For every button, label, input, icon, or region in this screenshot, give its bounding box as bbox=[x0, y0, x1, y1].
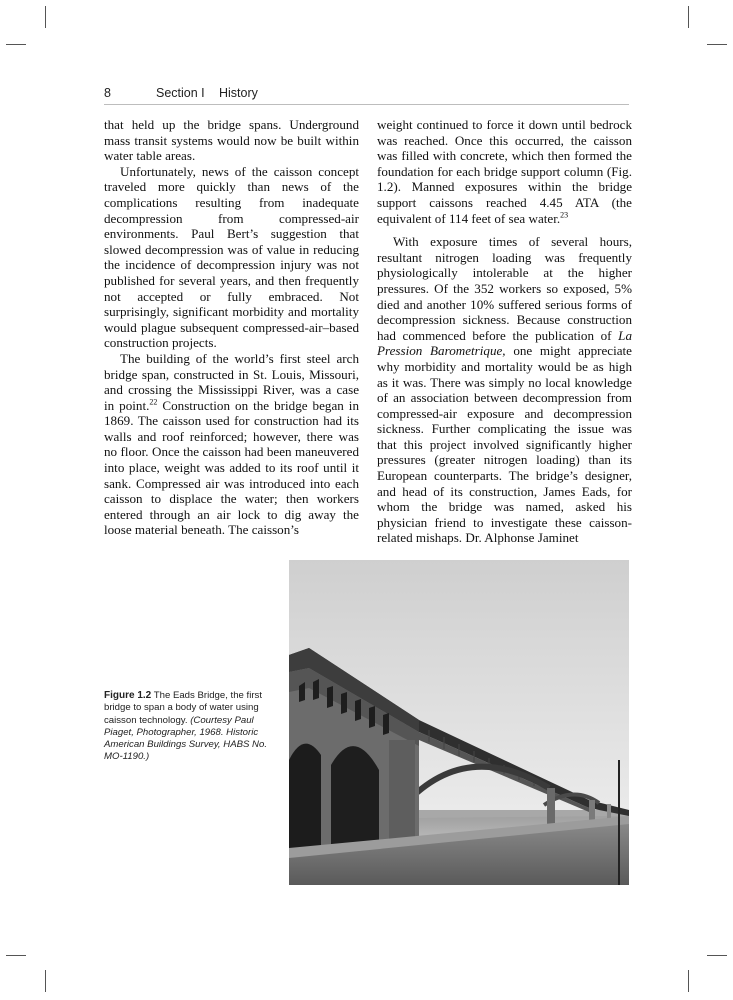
paragraph-text: weight continued to force it down until bedrock was reached. Once this occurred, the caisson was filled with concrete, which then formed the foundation for each bridge support column (Fig. 1.2). Manned exposures within the bridge support caissons reached 4.45 ATA (the equivalent of 114 feet of sea water. bbox=[377, 117, 632, 226]
caption-credit: (Courtesy Paul Piaget, Photographer, 1968. Historic American Buildings Survey, HABS No. MO-1190.) bbox=[104, 714, 267, 763]
caption-text: The Eads Bridge, the first bridge to span a body of water using caisson technology. bbox=[104, 690, 262, 726]
reference-marker: 22 bbox=[149, 397, 158, 407]
crop-mark bbox=[45, 6, 46, 28]
paragraph: Unfortunately, news of the caisson concept traveled more quickly than news of the complications resulting from inadequate decompression from compressed-air environments. Paul Bert’s suggestion that slowed decompression was of value in reducing the incidence of decompression injury was not published for several years, and then frequently not accepted or fully embraced. Not surprisingly, significant morbidity and mortality would plague subsequent compressed-air–based construction projects. bbox=[104, 163, 359, 351]
eads-bridge-photo bbox=[289, 560, 629, 885]
paragraph-text: Construction on the bridge began in 1869. The caisson used for construction had its walls and roof reinforced; however, there was no floor. Once the caisson had been maneuvered into place, weight was added to its roof until it sank. Compressed air was introduced into each caisson to displace the water; then workers entered through an air lock to dig away the loose material beneath. The caisson’s bbox=[104, 397, 359, 538]
figure-caption bbox=[104, 690, 282, 764]
reference-marker: 23 bbox=[560, 210, 569, 220]
book-title: La Pression Barometrique, bbox=[377, 327, 632, 359]
crop-mark bbox=[688, 6, 689, 28]
left-column bbox=[104, 117, 359, 538]
crop-mark bbox=[45, 970, 46, 992]
paragraph bbox=[104, 351, 359, 538]
page-number: 8 bbox=[104, 86, 111, 100]
section-title: History bbox=[219, 86, 258, 100]
paragraph: that held up the bridge spans. Underground mass transit systems would now be built within water table areas. bbox=[104, 117, 359, 164]
paragraph-text: The building of the world’s first steel arch bridge span, constructed in St. Louis, Missouri, and crossing the Mississippi River, was a case in point. bbox=[104, 350, 359, 413]
running-header bbox=[104, 86, 629, 105]
paragraph bbox=[377, 234, 632, 546]
section-label: Section I bbox=[156, 86, 205, 100]
paragraph bbox=[377, 117, 632, 226]
crop-mark bbox=[707, 955, 727, 956]
crop-mark bbox=[707, 44, 727, 45]
crop-mark bbox=[6, 44, 26, 45]
paragraph-text: With exposure times of several hours, resultant nitrogen loading was frequently physiologically intolerable at the higher pressures. Of the 352 workers so exposed, 5% died and another 10% suffered serious forms of decompression sickness. Because construction had commenced before the publication of bbox=[377, 234, 632, 343]
paragraph-text: one might appreciate why morbidity and mortality would be as high as it was. There was simply no local knowledge of an association between decompression from compressed-air exposure and decompression sickness. Further complicating the issue was that this project involved significantly higher pressures (greater nitrogen loading) than its European counterparts. The bridge’s designer, and head of its construction, James Eads, for whom the bridge was named, asked his physician friend to investigate these caisson-related mishaps. Dr. Alphonse Jaminet bbox=[377, 343, 632, 546]
crop-mark bbox=[6, 955, 26, 956]
right-column bbox=[377, 117, 632, 546]
figure-label: Figure 1.2 bbox=[104, 690, 152, 701]
crop-mark bbox=[688, 970, 689, 992]
